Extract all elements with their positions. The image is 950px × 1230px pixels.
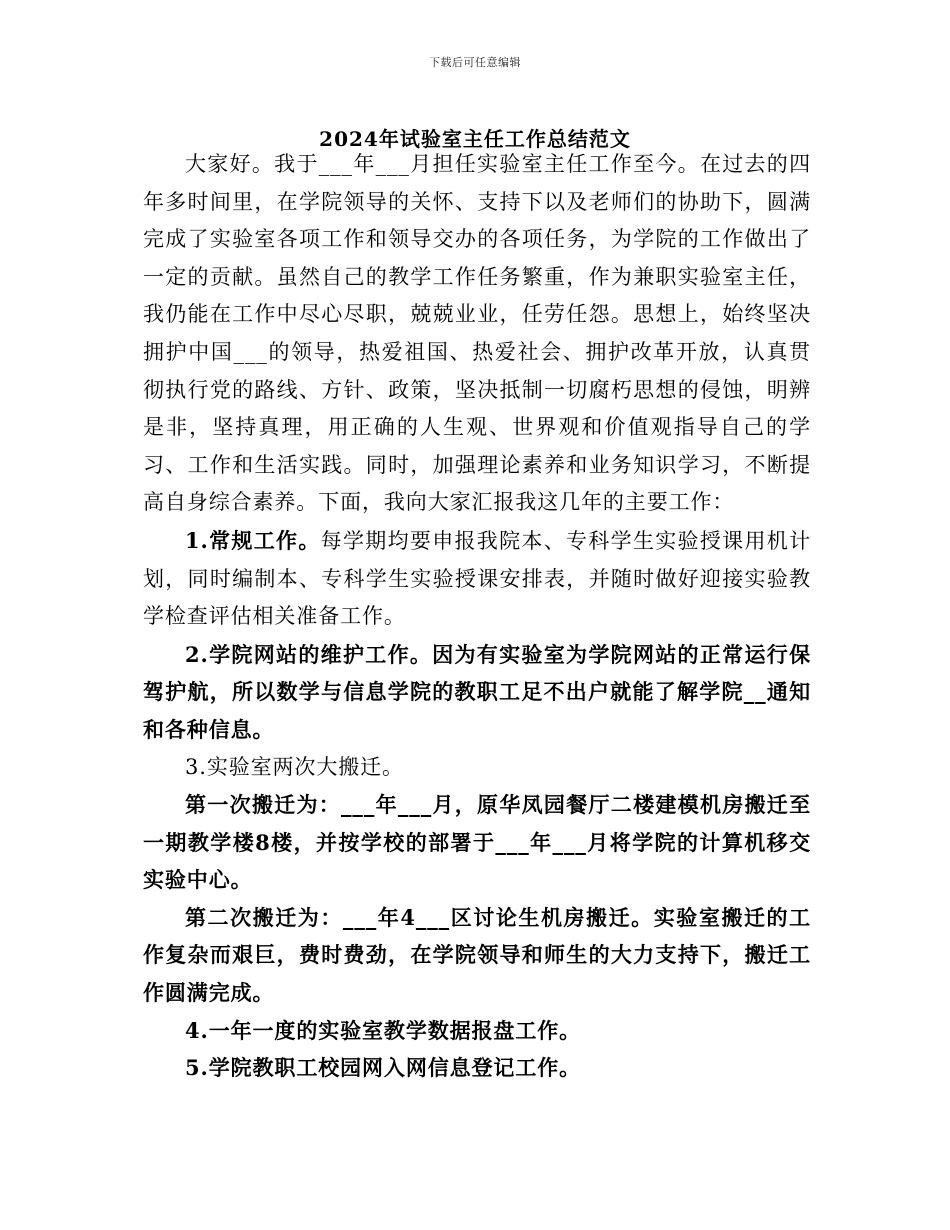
paragraph-first-relocation [143, 786, 811, 899]
header-note: 下载后可任意编辑 [429, 56, 521, 69]
paragraph-relocation-heading-text: 3.实验室两次大搬迁。 [185, 754, 404, 779]
document-body [143, 146, 811, 1087]
paragraph-website-maintenance [143, 636, 811, 749]
paragraph-intro [143, 146, 811, 522]
paragraph-data-reporting [143, 1012, 811, 1050]
paragraph-routine-work-text: 每学期均要申报我院本、专科学生实验授课用机计划，同时编制本、专科学生实验授课安排表，并随时做好迎接实验教学检查评估相关准备工作。 [143, 528, 811, 629]
document-title: 2024年试验室主任工作总结范文 [319, 127, 631, 151]
paragraph-data-reporting-text: 4.一年一度的实验室教学数据报盘工作。 [185, 1017, 582, 1043]
paragraph-network-registration [143, 1049, 811, 1087]
paragraph-routine-work-lead: 1.常规工作。 [185, 527, 321, 553]
paragraph-second-relocation-text: 第二次搬迁为：___年4___区讨论生机房搬迁。实验室搬迁的工作复杂而艰巨，费时费劲，在学院领导和师生的大力支持下，搬迁工作圆满完成。 [143, 904, 811, 1006]
paragraph-network-registration-text: 5.学院教职工校园网入网信息登记工作。 [185, 1055, 582, 1081]
paragraph-website-maintenance-text: 2.学院网站的维护工作。因为有实验室为学院网站的正常运行保驾护航，所以数学与信息学院的教职工足不出户就能了解学院__通知和各种信息。 [143, 641, 811, 742]
paragraph-routine-work [143, 522, 811, 636]
paragraph-relocation-heading [143, 749, 811, 787]
paragraph-second-relocation [143, 899, 811, 1012]
paragraph-first-relocation-text: 第一次搬迁为：___年___月，原华凤园餐厅二楼建模机房搬迁至一期教学楼8楼，并按学校的部署于___年___月将学院的计算机移交实验中心。 [143, 792, 811, 893]
paragraph-intro-text: 大家好。我于___年___月担任实验室主任工作至今。在过去的四年多时间里，在学院领导的关怀、支持下以及老师们的协助下，圆满完成了实验室各项工作和领导交办的各项任务，为学院的工作做出了一定的贡献。虽然自己的教学工作任务繁重，作为兼职实验室主任，我仍能在工作中尽心尽职，兢兢业业，任劳任怨。思想上，始终坚决拥护中国___的领导，热爱祖国、热爱社会、拥护改革开放，认真贯彻执行党的路线、方针、政策，坚决抵制一切腐朽思想的侵蚀，明辨是非，坚持真理，用正确的人生观、世界观和价值观指导自己的学习、工作和生活实践。同时，加强理论素养和业务知识学习，不断提高自身综合素养。下面，我向大家汇报我这几年的主要工作： [143, 152, 811, 515]
